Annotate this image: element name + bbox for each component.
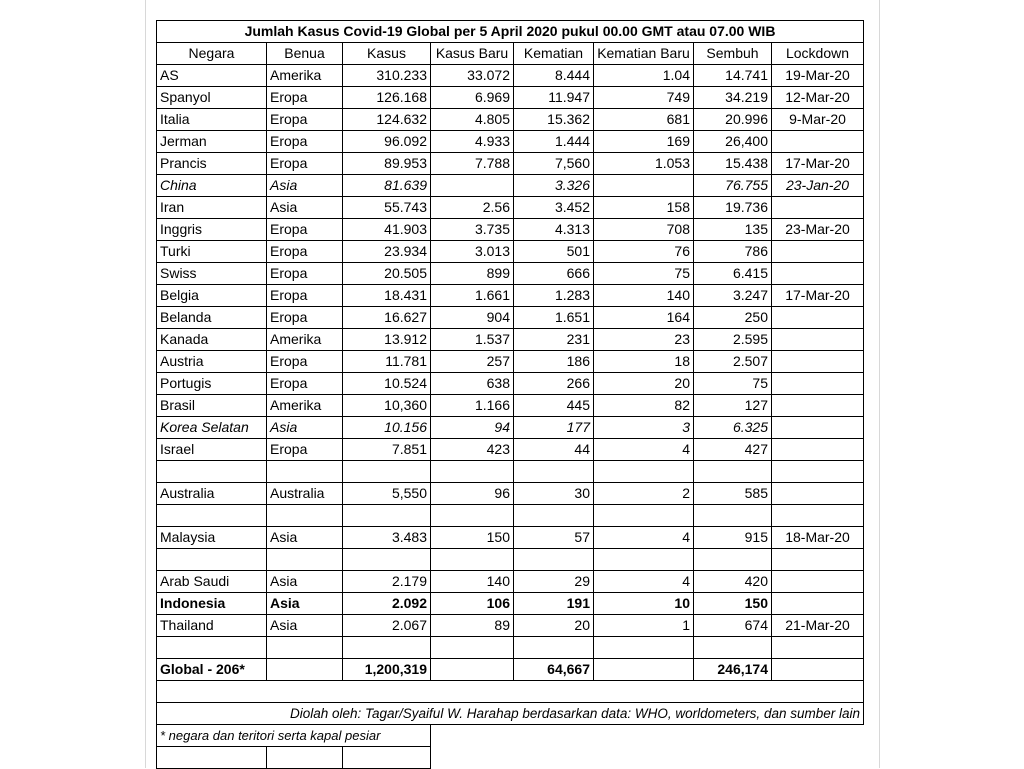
table-cell: 7.788 [431,153,514,175]
table-cell: 20 [514,615,594,637]
table-cell: 89 [431,615,514,637]
table-cell: 64,667 [514,659,594,681]
table-cell [267,461,343,483]
table-cell: 2.56 [431,197,514,219]
table-cell: Belanda [157,307,267,329]
table-cell: Amerika [267,395,343,417]
table-cell: 20.996 [694,109,772,131]
table-cell: 19-Mar-20 [772,65,864,87]
table-cell [594,637,694,659]
table-cell [514,505,594,527]
table-cell: 23 [594,329,694,351]
table-cell: 18.431 [343,285,431,307]
table-cell: 57 [514,527,594,549]
table-cell: 16.627 [343,307,431,329]
table-cell: Indonesia [157,593,267,615]
table-cell: 76.755 [694,175,772,197]
table-cell: 30 [514,483,594,505]
table-cell: Amerika [267,65,343,87]
table-row [157,241,864,263]
table-row [157,439,864,461]
table-cell: 1.283 [514,285,594,307]
table-cell [157,505,267,527]
table-row [157,131,864,153]
table-cell: 186 [514,351,594,373]
table-cell [772,571,864,593]
table-cell [594,505,694,527]
table-cell: 75 [694,373,772,395]
table-row [157,571,864,593]
table-cell [431,725,864,747]
table-cell: 638 [431,373,514,395]
table-cell: 23.934 [343,241,431,263]
table-cell [772,197,864,219]
table-row [157,175,864,197]
table-cell: Eropa [267,373,343,395]
table-cell [343,637,431,659]
table-cell: 2.179 [343,571,431,593]
table-cell [772,659,864,681]
table-cell: 29 [514,571,594,593]
table-cell: 135 [694,219,772,241]
table-cell [343,505,431,527]
table-row [157,747,864,769]
table-cell: 2.067 [343,615,431,637]
table-cell: 3.735 [431,219,514,241]
column-header: Kasus [343,43,431,65]
table-cell [157,637,267,659]
table-cell [694,637,772,659]
covid-cases-table [156,20,864,769]
table-cell: 6.969 [431,87,514,109]
table-cell [594,461,694,483]
table-cell [343,549,431,571]
table-cell: Global - 206* [157,659,267,681]
table-row [157,681,864,703]
column-header: Kasus Baru [431,43,514,65]
table-cell: 3 [594,417,694,439]
table-cell: 899 [431,263,514,285]
table-cell [594,175,694,197]
source-note-row [157,703,864,725]
table-row [157,417,864,439]
table-cell: 5,550 [343,483,431,505]
table-row [157,219,864,241]
table-cell: 18 [594,351,694,373]
column-header: Kematian [514,43,594,65]
table-cell: Portugis [157,373,267,395]
table-cell: Asia [267,571,343,593]
table-cell: 7,560 [514,153,594,175]
table-cell [694,505,772,527]
table-cell: 191 [514,593,594,615]
table-cell: 44 [514,439,594,461]
table-row [157,307,864,329]
table-cell [157,461,267,483]
table-cell: 10.524 [343,373,431,395]
table-cell: 81.639 [343,175,431,197]
table-cell: 96 [431,483,514,505]
table-cell: 1.661 [431,285,514,307]
table-cell: 4.805 [431,109,514,131]
table-cell [594,659,694,681]
table-cell: 10,360 [343,395,431,417]
table-cell [772,483,864,505]
table-cell: Amerika [267,329,343,351]
table-cell: Korea Selatan [157,417,267,439]
table-cell [772,417,864,439]
table-cell [431,549,514,571]
table-cell: 94 [431,417,514,439]
table-cell [772,395,864,417]
table-cell: 3.326 [514,175,594,197]
table-cell: 1.444 [514,131,594,153]
table-cell [431,659,514,681]
table-cell: 445 [514,395,594,417]
table-cell [431,461,514,483]
table-row [157,197,864,219]
table-cell: 150 [431,527,514,549]
column-header: Sembuh [694,43,772,65]
table-cell: Inggris [157,219,267,241]
table-cell: 8.444 [514,65,594,87]
table-cell: 3.483 [343,527,431,549]
table-cell: 14.741 [694,65,772,87]
table-cell: 4.313 [514,219,594,241]
table-row [157,637,864,659]
table-title: Jumlah Kasus Covid-19 Global per 5 April 2020 pukul 00.00 GMT atau 07.00 WIB [157,21,864,43]
table-cell [157,549,267,571]
table-row [157,593,864,615]
table-cell: 89.953 [343,153,431,175]
column-header: Lockdown [772,43,864,65]
table-cell [694,461,772,483]
table-cell: 82 [594,395,694,417]
table-row [157,109,864,131]
table-cell: 15.438 [694,153,772,175]
table-cell: 585 [694,483,772,505]
table-cell [772,307,864,329]
table-cell [772,373,864,395]
table-cell [772,263,864,285]
table-cell: Brasil [157,395,267,417]
table-cell: 177 [514,417,594,439]
table-cell: 4 [594,439,694,461]
table-cell: 681 [594,109,694,131]
table-cell: 1.053 [594,153,694,175]
table-cell [772,241,864,263]
global-total-row [157,659,864,681]
table-cell: 1.537 [431,329,514,351]
table-row [157,527,864,549]
table-cell: 13.912 [343,329,431,351]
table-cell: 76 [594,241,694,263]
table-cell: Eropa [267,109,343,131]
table-cell [267,549,343,571]
table-row [157,87,864,109]
table-cell: 158 [594,197,694,219]
table-cell: 124.632 [343,109,431,131]
table-cell: 4.933 [431,131,514,153]
table-cell: 19.736 [694,197,772,219]
table-cell: Australia [157,483,267,505]
table-row [157,461,864,483]
table-cell: Eropa [267,87,343,109]
table-cell: 266 [514,373,594,395]
table-cell: Asia [267,593,343,615]
table-row [157,153,864,175]
table-row [157,395,864,417]
title-row [157,21,864,43]
table-cell: 3.247 [694,285,772,307]
table-cell: Israel [157,439,267,461]
table-cell: 501 [514,241,594,263]
table-cell: Swiss [157,263,267,285]
table-cell: 427 [694,439,772,461]
table-cell [431,637,514,659]
table-cell: 6.325 [694,417,772,439]
footnote: * negara dan teritori serta kapal pesiar [157,725,431,747]
table-cell: Prancis [157,153,267,175]
table-cell: 915 [694,527,772,549]
table-cell: Asia [267,615,343,637]
table-cell: Malaysia [157,527,267,549]
table-cell: 10.156 [343,417,431,439]
table-cell: 3.452 [514,197,594,219]
table-cell [772,131,864,153]
table-cell [157,681,864,703]
table-cell: 420 [694,571,772,593]
table-row [157,373,864,395]
table-cell: Jerman [157,131,267,153]
table-row [157,615,864,637]
table-cell: China [157,175,267,197]
table-cell: Austria [157,351,267,373]
table-cell: 246,174 [694,659,772,681]
table-cell: Eropa [267,351,343,373]
table-cell: 423 [431,439,514,461]
table-cell: Kanada [157,329,267,351]
table-cell: 2.595 [694,329,772,351]
table-cell: Eropa [267,153,343,175]
table-cell: 164 [594,307,694,329]
table-cell: 127 [694,395,772,417]
table-cell: 257 [431,351,514,373]
table-cell: 33.072 [431,65,514,87]
table-cell [514,549,594,571]
table-cell: 34.219 [694,87,772,109]
table-cell [514,461,594,483]
table-cell: 140 [594,285,694,307]
column-header: Kematian Baru [594,43,694,65]
table-cell [694,549,772,571]
table-cell: 1,200,319 [343,659,431,681]
table-cell: 250 [694,307,772,329]
table-cell: Eropa [267,263,343,285]
table-row [157,329,864,351]
table-cell: 23-Jan-20 [772,175,864,197]
table-cell: 96.092 [343,131,431,153]
table-cell: AS [157,65,267,87]
table-cell: 749 [594,87,694,109]
table-cell: Asia [267,197,343,219]
table-cell: 15.362 [514,109,594,131]
table-row [157,65,864,87]
table-cell: 26,400 [694,131,772,153]
table-cell: Eropa [267,307,343,329]
table-cell: 20.505 [343,263,431,285]
table-cell [267,659,343,681]
table-cell [267,505,343,527]
table-cell: 1.04 [594,65,694,87]
table-cell: 4 [594,571,694,593]
source-note: Diolah oleh: Tagar/Syaiful W. Harahap berdasarkan data: WHO, worldometers, dan sumber lain [157,703,864,725]
table-cell: Eropa [267,241,343,263]
table-row [157,505,864,527]
table-cell [772,329,864,351]
table-cell: 150 [694,593,772,615]
table-cell: 310.233 [343,65,431,87]
table-cell: 75 [594,263,694,285]
table-cell: Italia [157,109,267,131]
table-cell [772,439,864,461]
table-cell [267,637,343,659]
table-cell [772,593,864,615]
table-cell: 1.166 [431,395,514,417]
table-cell: 12-Mar-20 [772,87,864,109]
table-cell: 9-Mar-20 [772,109,864,131]
table-cell [772,637,864,659]
table-cell: 708 [594,219,694,241]
table-cell [772,461,864,483]
table-cell [343,747,431,769]
table-cell [431,505,514,527]
table-cell [267,747,343,769]
table-cell [157,747,267,769]
table-cell: 2.507 [694,351,772,373]
table-cell: 17-Mar-20 [772,153,864,175]
table-cell [772,549,864,571]
table-cell: 18-Mar-20 [772,527,864,549]
table-cell: 2.092 [343,593,431,615]
table-cell: 4 [594,527,694,549]
table-cell: 1 [594,615,694,637]
table-cell: 21-Mar-20 [772,615,864,637]
table-cell: Belgia [157,285,267,307]
table-cell: Spanyol [157,87,267,109]
footnote-row [157,725,864,747]
table-cell: 23-Mar-20 [772,219,864,241]
table-row [157,351,864,373]
table-cell: 231 [514,329,594,351]
table-cell: 786 [694,241,772,263]
table-cell: Turki [157,241,267,263]
table-cell: 140 [431,571,514,593]
table-cell: 1.651 [514,307,594,329]
table-row [157,263,864,285]
table-cell: Asia [267,417,343,439]
table-cell: 674 [694,615,772,637]
table-cell: 126.168 [343,87,431,109]
table-cell: 6.415 [694,263,772,285]
table-cell: 7.851 [343,439,431,461]
table-cell: 11.781 [343,351,431,373]
table-cell: Thailand [157,615,267,637]
table-cell [343,461,431,483]
table-cell [594,549,694,571]
table-cell: Eropa [267,131,343,153]
table-cell: Asia [267,175,343,197]
table-cell: 41.903 [343,219,431,241]
column-header: Benua [267,43,343,65]
table-cell [772,505,864,527]
table-cell [772,351,864,373]
table-cell: 106 [431,593,514,615]
table-cell: 904 [431,307,514,329]
table-cell: 10 [594,593,694,615]
table-cell: 20 [594,373,694,395]
table-cell: 666 [514,263,594,285]
table-cell: Australia [267,483,343,505]
table-cell: 169 [594,131,694,153]
table-cell: Arab Saudi [157,571,267,593]
table-cell: 3.013 [431,241,514,263]
table-cell: 55.743 [343,197,431,219]
table-cell: Eropa [267,285,343,307]
table-cell: 2 [594,483,694,505]
table-cell: Eropa [267,439,343,461]
table-cell: Eropa [267,219,343,241]
table-cell: Iran [157,197,267,219]
table-row [157,285,864,307]
header-row [157,43,864,65]
column-header: Negara [157,43,267,65]
table-cell [431,175,514,197]
table-row [157,549,864,571]
table-row [157,483,864,505]
table-cell: 11.947 [514,87,594,109]
table-cell: Asia [267,527,343,549]
table-cell: 17-Mar-20 [772,285,864,307]
table-cell [514,637,594,659]
